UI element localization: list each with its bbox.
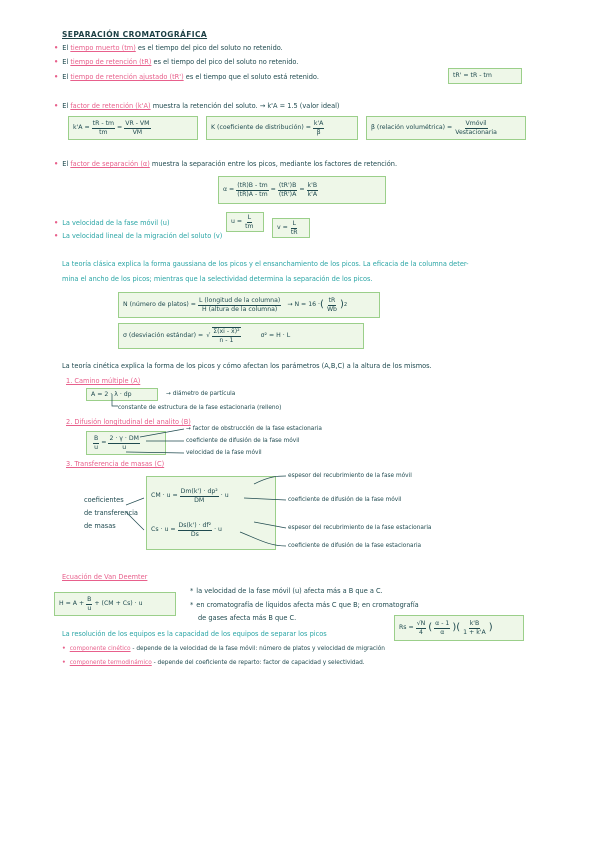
formula-lhs: k'A = [73,124,90,131]
definition-dead-time: • El tiempo muerto (tm) es el tiempo del pico del soluto no retenido. [54,44,283,52]
term: tiempo de retención ajustado (tR') [70,73,184,81]
mass-transfer-side-1: coeficientes [84,496,124,504]
paren-close: ) [452,622,457,633]
numerator: k'B [469,619,480,627]
denominator: H (altura de la columna) [201,305,278,313]
term-b-note-obstruction: → factor de obstrucción de la fase estacionaria [186,426,322,432]
formula-rhs: · u [220,492,229,499]
resolution-line: La resolución de los equipos es la capacidad de los equipos de separar los picos [62,630,327,638]
denominator: tm [245,222,254,230]
denominator: β [316,128,321,136]
numerator: tR [328,296,336,304]
denominator: u [94,443,99,451]
numerator: L (longitud de la columna) [199,296,281,304]
numerator: √N [416,619,426,627]
paren-open: ( [428,622,433,633]
term-a-note-particle: → diámetro de partícula [166,391,236,397]
plate-theory-line-2: mina el ancho de los picos; mientras que la selectividad determina la separación de los picos. [62,275,373,283]
numerator: k'A [313,119,324,127]
equals: = [299,186,305,193]
numerator: 2 · γ · DM [109,434,139,442]
sqrt-icon: √ [206,332,211,339]
formula-lhs: Rs = [399,624,414,631]
formula-lhs: β (relación volumétrica) = [371,124,453,131]
arrow-structure-constant [112,394,118,406]
numerator: L [292,219,296,227]
formula-lhs: u = [231,218,243,225]
solute-velocity-line: • La velocidad lineal de la migración del soluto (v) [54,232,223,240]
numerator: k'B [307,181,318,189]
numerator: α - 1 [435,619,450,627]
asterisk-icon: * [190,601,194,609]
equals: = [117,124,123,131]
definition-text: es el tiempo del pico del soluto no retenido. [137,44,283,52]
term-c-note-4: coeficiente de difusión de la fase estacionaria [288,543,422,549]
denominator: tR [290,228,298,236]
arrow-side-top [126,498,144,505]
definition-text: - depende del coeficiente de reparto: factor de capacidad y selectividad. [153,660,365,666]
term-b-note-diffusion: coeficiente de difusión de la fase móvil [186,438,300,444]
term: tiempo muerto (tm) [70,44,136,52]
formula-lhs: K (coeficiente de distribución) = [211,124,311,131]
denominator: n - 1 [219,337,234,344]
denominator: VM [132,128,143,136]
numerator: tR - tm [92,119,115,127]
numerator: B [94,434,99,442]
formula-text: A = 2 · λ · dp [91,390,132,398]
term: componente cinético [69,646,131,652]
van-deemter-point-3: de gases afecta más B que C. [198,614,297,622]
arrow-note-4 [240,532,286,546]
formula-lhs: α = [223,186,235,193]
formula-lhs: σ (desviación estándar) = [123,332,204,339]
denominator: (tR')A [278,190,297,198]
page-title: SEPARACIÓN CROMATOGRÁFICA [62,30,208,39]
definition-text: La velocidad de la fase móvil (u) [62,219,170,227]
formula-rhs: → N = 16 · [287,301,321,308]
retention-factor-line: • El factor de retención (k'A) muestra la retención del soluto. → k'A = 1.5 (valor ideal) [54,102,340,110]
numerator: Σ(xi - x̄)² [213,328,240,335]
formula-lhs: v = [277,224,288,231]
definition-retention-time: • El tiempo de retención (tR) es el tiempo del pico del soluto no retenido. [54,58,299,66]
mass-transfer-side-2: de transferencia [84,509,138,517]
term-c-note-2: coeficiente de difusión de la fase móvil [288,497,402,503]
term: componente termodinámico [69,660,152,666]
plate-theory-line-1: La teoría clásica explica la forma gaussiana de los picos y el ensanchamiento de los picos. La eficacia de la columna deter- [62,260,469,268]
arrow-note-2 [244,498,286,500]
denominator: α [440,628,445,636]
denominator: u [122,443,127,451]
term: factor de separación (α) [70,160,150,168]
point-text: la velocidad de la fase móvil (u) afecta más a B que a C. [196,587,383,595]
definition-text: es el tiempo del pico del soluto no retenido. [153,58,299,66]
formula-lhs: CM · u = [151,492,178,499]
definition-text: - depende de la velocidad de la fase móvil: número de platos y velocidad de migración [132,646,385,652]
exponent: 2 [343,302,348,308]
formula-text: tR' = tR - tm [453,72,492,79]
term-a-label: 1. Camino múltiple (A) [66,377,141,385]
definition-text: La velocidad lineal de la migración del soluto (v) [62,232,223,240]
denominator: Vestacionaria [455,128,497,136]
prefix: El [62,102,69,110]
arrow-velocity [126,452,184,453]
paren-close: ) [339,299,344,310]
term-c-label: 3. Transferencia de masas (C) [66,460,165,468]
component-kinetic: • componente cinético - depende de la velocidad de la fase móvil: número de platos y velocidad de migración [62,646,385,652]
denominator: tm [99,128,108,136]
asterisk-icon: * [190,587,194,595]
paren-open: ( [456,622,461,633]
arrow-note-3 [254,522,286,528]
separation-factor-line: • El factor de separación (α) muestra la separación entre los picos, mediante los factores de retención. [54,160,398,168]
equals: = [101,439,107,446]
formula-rhs: · u [214,526,222,533]
component-thermodynamic: • componente termodinámico - depende del coeficiente de reparto: factor de capacidad y selectividad. [62,660,365,666]
formula-lhs: H = A + [59,600,85,607]
numerator: L [247,213,252,221]
numerator: Vmóvil [465,119,487,127]
kinetic-theory-line: La teoría cinética explica la forma de los picos y cómo afectan los parámetros (A,B,C) a la altura de los mismos. [62,362,432,370]
definition-text: muestra la separación entre los picos, mediante los factores de retención. [151,160,398,168]
equals: = [270,186,276,193]
term-c-note-3: espesor del recubrimiento de la fase estacionaria [288,525,432,531]
numerator: Ds(k') · df² [178,521,212,529]
term-b-label: 2. Difusión longitudinal del analito (B) [66,418,191,426]
numerator: (tR')B [278,181,297,189]
term-c-note-1: espesor del recubrimiento de la fase móvil [288,473,412,479]
term-a-note-structure: constante de estructura de la fase estacionaria (relleno) [118,405,282,411]
formula-lhs: N (número de platos) = [123,301,196,308]
arrow-note-1 [254,476,286,484]
term-b-note-velocity: velocidad de la fase móvil [186,450,262,456]
definition-adjusted-retention-time: • El tiempo de retención ajustado (tR') es el tiempo que el soluto está retenido. [54,73,319,81]
definition-text: es el tiempo que el soluto está retenido. [185,73,319,81]
arrow-obstruction [140,429,184,437]
prefix: El [62,160,69,168]
formula-rhs: + (CM + Cs) · u [94,600,143,607]
paren-open: ( [320,299,324,310]
point-text: en cromatografía de líquidos afecta más C que B; en cromatografía [196,601,419,609]
denominator: k'A [307,190,318,198]
denominator: DM [194,496,205,504]
denominator: Wb [326,305,337,313]
denominator: 4 [419,628,423,636]
numerator: VR - VM [125,119,150,127]
denominator: Ds [190,530,199,538]
denominator: u [87,604,92,612]
denominator: (tR)A - tm [237,190,268,198]
definition-text: muestra la retención del soluto. → k'A = 1.5 (valor ideal) [152,102,340,110]
mass-transfer-side-3: de masas [84,522,116,530]
arrow-side-bottom [126,512,144,530]
numerator: (tR)B - tm [237,181,268,189]
numerator: B [87,595,92,603]
van-deemter-title: Ecuación de Van Deemter [62,573,148,581]
numerator: Dm(k') · dp² [180,487,218,495]
term: factor de retención (k'A) [70,102,151,110]
denominator: 1 + k'A [463,628,486,636]
term: tiempo de retención (tR) [70,58,152,66]
mobile-phase-velocity-line: • La velocidad de la fase móvil (u) [54,219,170,227]
paren-close: ) [488,622,493,633]
formula-rhs: σ² = H · L [260,332,291,339]
formula-lhs: Cs · u = [151,526,176,533]
